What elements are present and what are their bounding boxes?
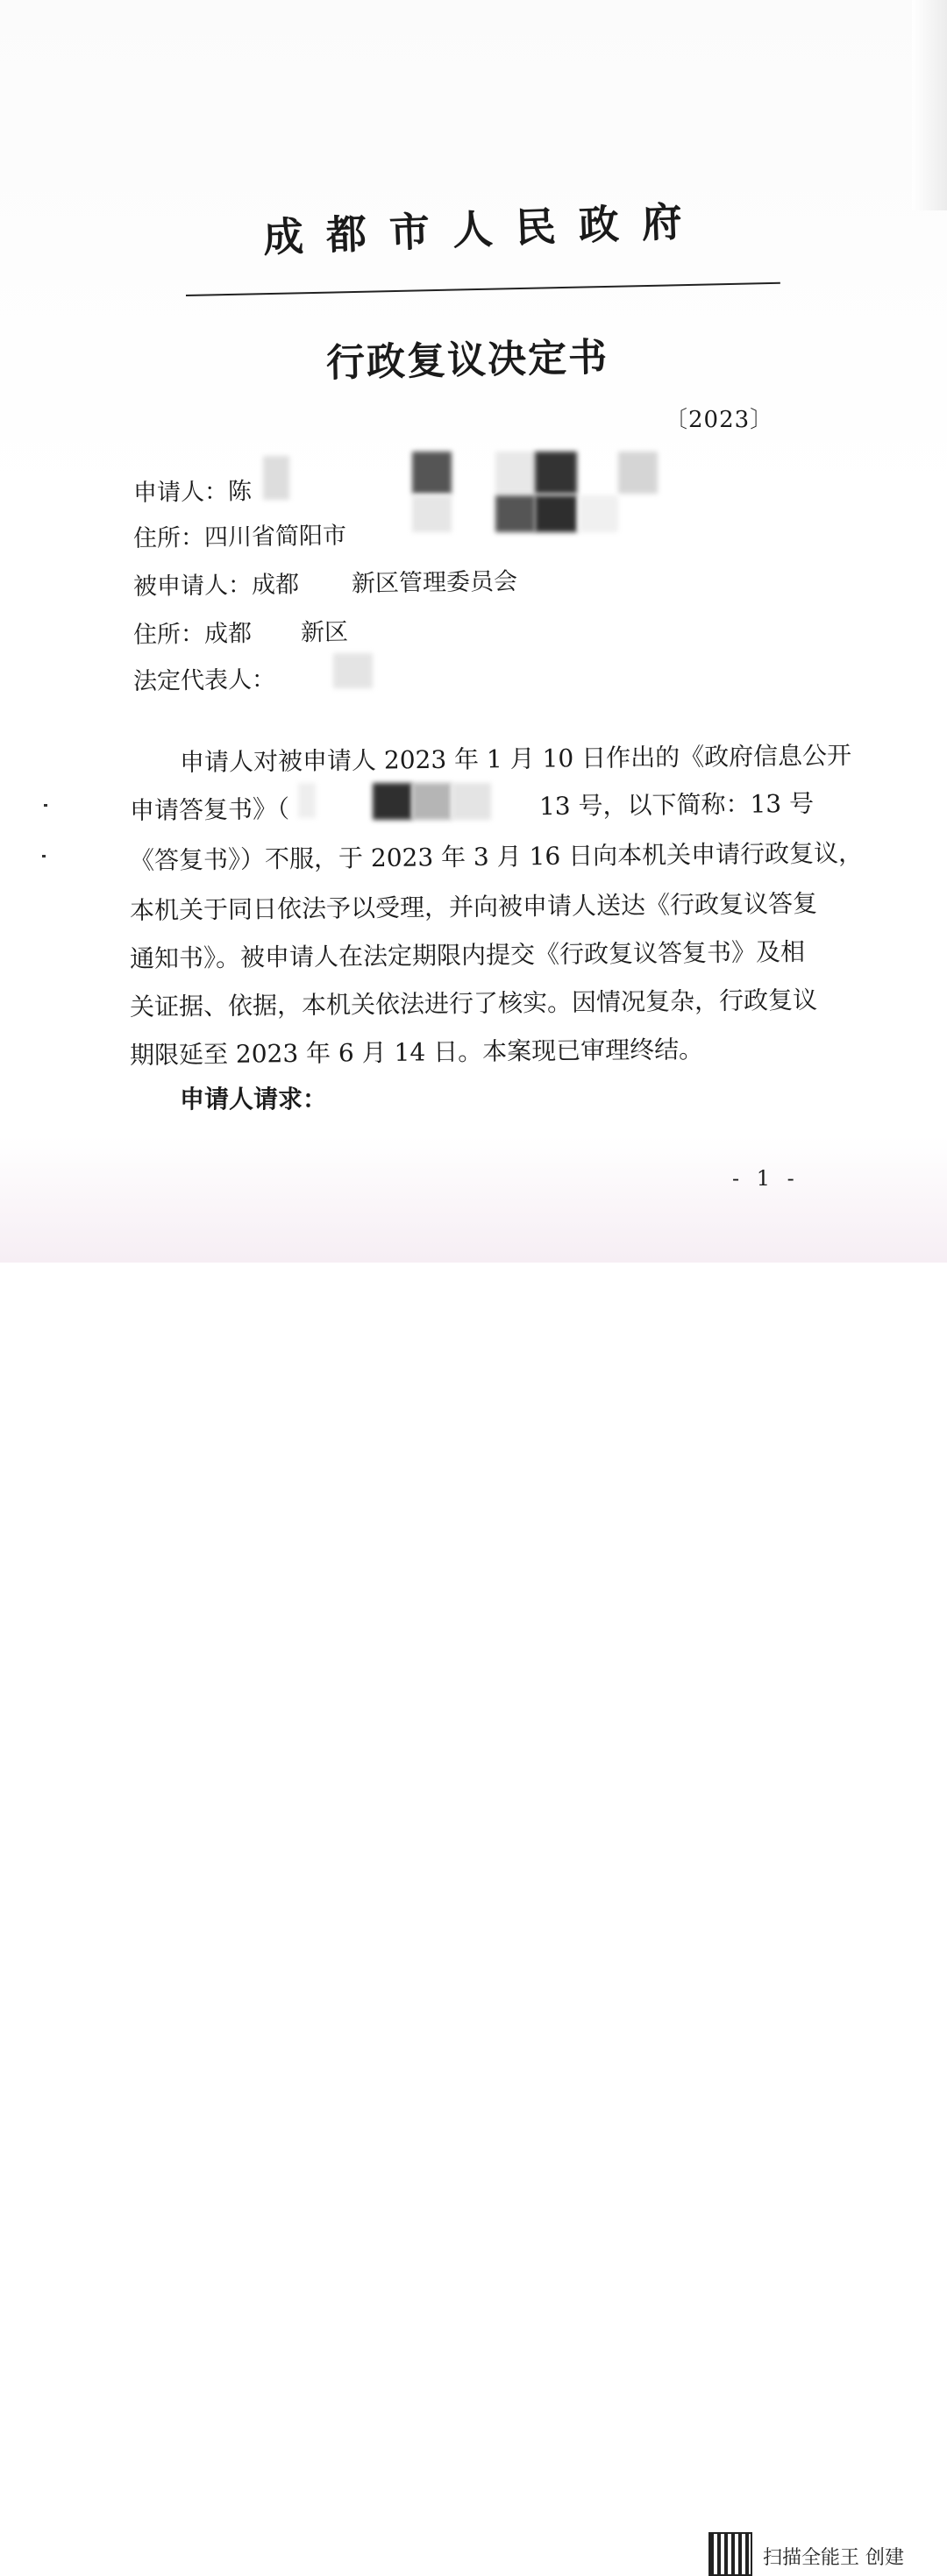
respondent-address-value-a: 成都 — [203, 620, 253, 648]
redaction-block — [495, 495, 535, 532]
body-line-2-suffix: 13 号，以下简称：13 号 — [538, 788, 815, 822]
request-heading: 申请人请求： — [180, 1085, 328, 1114]
scanner-watermark-text: 扫描全能王 创建 — [763, 2547, 904, 2569]
redaction-block — [412, 495, 452, 532]
document-page — [0, 0, 947, 1263]
redaction-block — [263, 456, 289, 500]
redaction-block — [618, 452, 658, 494]
respondent-line — [133, 562, 518, 601]
scanner-footer — [0, 1263, 947, 2569]
header-rule — [186, 282, 780, 296]
applicant-value: 陈 — [227, 478, 253, 506]
legal-representative-line — [133, 660, 276, 696]
redaction-block — [535, 452, 577, 494]
body-line-4: 本机关于同日依法予以受理，并向被申请人送达《行政复议答复 — [129, 888, 818, 925]
applicant-address-line — [133, 516, 347, 553]
respondent-address-line — [133, 613, 349, 650]
qr-code-icon — [708, 2532, 752, 2576]
applicant-address-label: 住所： — [132, 523, 205, 552]
body-line-5: 通知书》。被申请人在法定期限内提交《行政复议答复书》及相 — [129, 936, 806, 973]
applicant-address-value: 四川省简阳市 — [203, 522, 347, 551]
scan-speck — [42, 855, 46, 857]
document-title: 行政复议决定书 — [325, 335, 609, 386]
redaction-block — [333, 653, 373, 688]
document-number: 〔2023〕 — [665, 407, 774, 433]
respondent-value-b: 新区管理委员会 — [351, 567, 518, 598]
redaction-block — [412, 452, 452, 494]
applicant-line — [133, 472, 253, 508]
issuing-organization: 成都市人民政府 — [262, 196, 706, 261]
page-number: - 1 - — [732, 1166, 800, 1191]
body-line-3: 《答复书》）不服，于 2023 年 3 月 16 日向本机关申请行政复议， — [129, 838, 864, 875]
respondent-address-label: 住所： — [132, 620, 205, 649]
applicant-label: 申请人： — [132, 478, 229, 507]
body-line-6: 关证据、依据，本机关依法进行了核实。因情况复杂，行政复议 — [129, 985, 818, 1021]
respondent-value-a: 成都 — [251, 571, 300, 600]
respondent-address-value-b: 新区 — [300, 618, 349, 647]
legal-rep-label: 法定代表人： — [132, 665, 276, 695]
body-line-2 — [130, 785, 822, 827]
scan-speck — [44, 804, 47, 807]
body-line-7: 期限延至 2023 年 6 月 14 日。本案现已审理终结。 — [129, 1035, 704, 1070]
redaction-block — [495, 452, 535, 494]
redaction-block — [579, 495, 618, 532]
redaction-block — [535, 495, 577, 532]
paper-edge-shadow — [912, 0, 947, 210]
body-line-1: 申请人对被申请人 2023 年 1 月 10 日作出的《政府信息公开 — [179, 740, 852, 777]
body-line-2-prefix: 申请答复书》（ — [129, 794, 290, 825]
respondent-label: 被申请人： — [132, 572, 253, 601]
